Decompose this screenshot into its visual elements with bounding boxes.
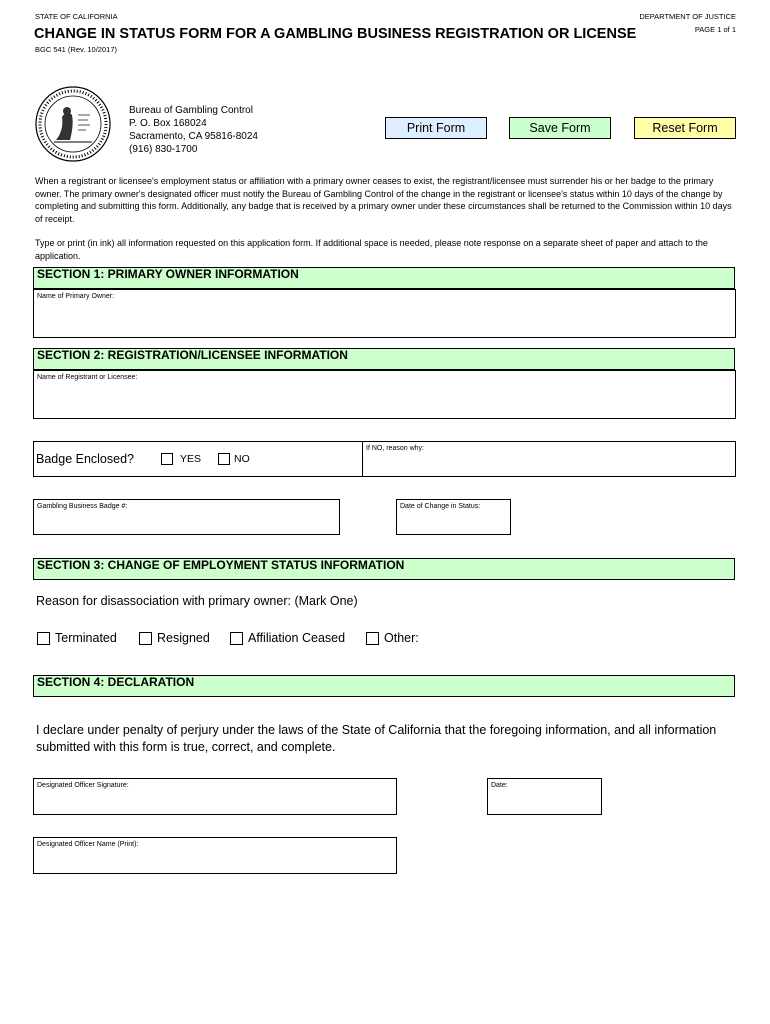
signature-field[interactable] xyxy=(33,778,397,815)
agency-phone: (916) 830-1700 xyxy=(129,144,198,155)
officer-name-field[interactable] xyxy=(33,837,397,874)
badge-yes-checkbox[interactable] xyxy=(161,453,173,465)
state-seal-icon xyxy=(34,85,112,163)
affiliation-ceased-label: Affiliation Ceased xyxy=(248,631,346,645)
reason-label: Reason for disassociation with primary owner: (Mark One) xyxy=(36,594,358,608)
form-number: BGC 541 (Rev. 10/2017) xyxy=(35,45,117,54)
registrant-field[interactable] xyxy=(33,370,736,419)
department-label: DEPARTMENT OF JUSTICE xyxy=(639,12,736,21)
terminated-checkbox[interactable] xyxy=(37,632,50,645)
officer-name-label: Designated Officer Name (Print): xyxy=(37,841,139,848)
date-field[interactable] xyxy=(487,778,602,815)
terminated-label: Terminated xyxy=(55,631,117,645)
primary-owner-field[interactable] xyxy=(33,289,736,338)
state-label: STATE OF CALIFORNIA xyxy=(35,12,118,21)
resigned-checkbox[interactable] xyxy=(139,632,152,645)
save-form-button[interactable]: Save Form xyxy=(509,117,611,139)
section3-header: SECTION 3: CHANGE OF EMPLOYMENT STATUS INFORMATION xyxy=(33,558,735,580)
badge-yes-label: YES xyxy=(180,453,202,465)
registrant-label: Name of Registrant or Licensee: xyxy=(37,374,138,381)
intro-paragraph: When a registrant or licensee's employment status or affiliation with a primary owner ceases to exist, the registrant/licensee must surrender his or her badge to the primary owner. The primary owner's designated officer must notify the Bureau of Gambling Control of the change in the registrant or licensee's status within 10 days of the change by completing and submitting this form. Additionally, any badge that is received by a primary owner under these circumstances shall be returned to the Commission within 10 days of receipt. xyxy=(35,176,732,224)
primary-owner-label: Name of Primary Owner: xyxy=(37,293,115,300)
if-no-reason-field[interactable] xyxy=(362,441,736,477)
badge-enclosed-label: Badge Enclosed? xyxy=(36,452,134,466)
reset-form-button[interactable]: Reset Form xyxy=(634,117,736,139)
section1-header: SECTION 1: PRIMARY OWNER INFORMATION xyxy=(33,267,735,289)
date-label: Date: xyxy=(491,782,508,789)
print-form-button[interactable]: Print Form xyxy=(385,117,487,139)
if-no-reason-label: If NO, reason why: xyxy=(366,445,424,452)
date-change-label: Date of Change in Status: xyxy=(400,503,481,510)
agency-name: Bureau of Gambling Control xyxy=(129,105,253,116)
badge-no-checkbox[interactable] xyxy=(218,453,230,465)
section4-header: SECTION 4: DECLARATION xyxy=(33,675,735,697)
other-label: Other: xyxy=(384,631,419,645)
page-number: PAGE 1 of 1 xyxy=(694,25,736,34)
agency-po-box: P. O. Box 168024 xyxy=(129,118,207,129)
form-title: CHANGE IN STATUS FORM FOR A GAMBLING BUSINESS REGISTRATION OR LICENSE xyxy=(34,26,637,42)
agency-city: Sacramento, CA 95816-8024 xyxy=(129,131,258,142)
other-checkbox[interactable] xyxy=(366,632,379,645)
section2-header: SECTION 2: REGISTRATION/LICENSEE INFORMATION xyxy=(33,348,735,370)
date-change-field[interactable] xyxy=(396,499,511,535)
declaration-text: I declare under penalty of perjury under the laws of the State of California that the foregoing information, and all information submitted with this form is true, correct, and complete. xyxy=(36,723,717,754)
signature-label: Designated Officer Signature: xyxy=(37,782,129,789)
badge-no-label: NO xyxy=(234,453,250,465)
badge-number-label: Gambling Business Badge #: xyxy=(37,503,128,510)
affiliation-ceased-checkbox[interactable] xyxy=(230,632,243,645)
resigned-label: Resigned xyxy=(157,631,210,645)
badge-number-field[interactable] xyxy=(33,499,340,535)
instructions-paragraph: Type or print (in ink) all information requested on this application form. If additional space is needed, please note response on a separate sheet of paper and attach to the application. xyxy=(35,238,708,261)
